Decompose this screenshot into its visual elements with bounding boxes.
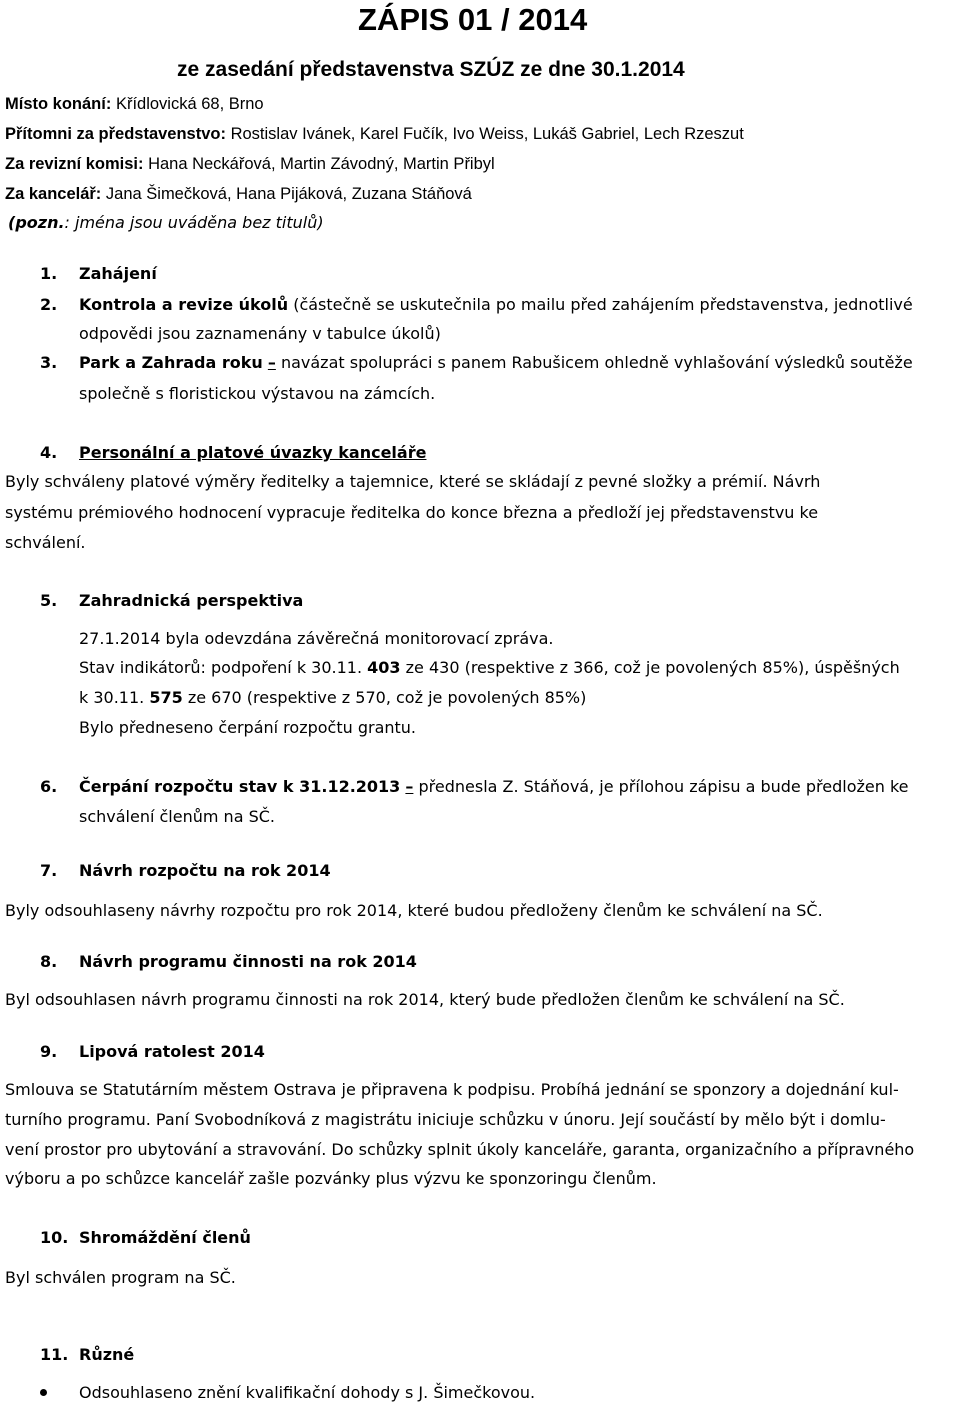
item-3-number: 3. xyxy=(40,353,58,372)
item-5-line-1 xyxy=(79,629,553,649)
meeting-place-label: Místo konání: xyxy=(5,95,112,113)
item-5-supported-count: 403 xyxy=(367,658,401,677)
item-7-title: Návrh rozpočtu na rok 2014 xyxy=(79,861,331,880)
item-11-title: Různé xyxy=(79,1345,135,1364)
office-members: Jana Šimečková, Hana Pijáková, Zuzana Stáňová xyxy=(105,185,472,203)
office-line xyxy=(5,184,472,204)
item-8-number: 8. xyxy=(40,952,58,971)
item-4-para-line-3: schválení. xyxy=(5,533,86,552)
names-note xyxy=(8,213,324,233)
board-present-label: Přítomni za představenstvo: xyxy=(5,125,226,143)
item-2-line-1 xyxy=(79,295,913,315)
document-title: ZÁPIS 01 / 2014 xyxy=(358,2,588,37)
names-note-text: : jména jsou uváděna bez titulů) xyxy=(64,213,324,232)
meeting-place-line xyxy=(5,94,264,114)
board-present: Rostislav Ivánek, Karel Fučík, Ivo Weiss, Lukáš Gabriel, Lech Rzeszut xyxy=(230,125,744,143)
item-3-title: Park a Zahrada roku xyxy=(79,353,263,372)
item-8-title: Návrh programu činnosti na rok 2014 xyxy=(79,952,417,971)
meeting-place: Křídlovická 68, Brno xyxy=(115,95,264,113)
item-9-para-line-3: vení prostor pro ubytování a stravování. Do schůzky splnit úkoly kanceláře, garanta, organizačního a přípravného xyxy=(5,1140,915,1159)
item-9-para-line-4: výboru a po schůzce kancelář zašle pozvánky plus výzvu ke sponzoringu členům. xyxy=(5,1169,657,1188)
audit-committee: Hana Neckářová, Martin Závodný, Martin Přibyl xyxy=(148,155,495,173)
item-9-para-line-1: Smlouva se Statutárním městem Ostrava je připravena k podpisu. Probíhá jednání se sponzory a dojednání kul- xyxy=(5,1080,899,1099)
item-10-para: Byl schválen program na SČ. xyxy=(5,1268,236,1287)
item-10-title: Shromáždění členů xyxy=(79,1228,251,1247)
board-present-line xyxy=(5,124,744,144)
item-5-success-count: 575 xyxy=(149,688,183,707)
document-subtitle: ze zasedání představenstva SZÚZ ze dne 30.1.2014 xyxy=(177,58,685,81)
item-4-para-line-1: Byly schváleny platové výměry ředitelky a tajemnice, které se skládají z pevné složky a prémií. Návrh xyxy=(5,472,821,491)
item-2-line-2: odpovědi jsou zaznamenány v tabulce úkolů) xyxy=(79,324,441,343)
item-2-title: Kontrola a revize úkolů xyxy=(79,295,289,314)
item-4-para-line-2: systému prémiového hodnocení vypracuje ředitelka do konce března a předloží jej představenstvu ke xyxy=(5,503,819,522)
item-10-number: 10. xyxy=(40,1228,69,1247)
item-2-text: (částečně se uskutečnila po mailu před zahájením představenstva, jednotlivé xyxy=(288,295,913,314)
audit-committee-line xyxy=(5,154,495,174)
audit-committee-label: Za revizní komisi: xyxy=(5,155,144,173)
item-5-success-text: k 30.11. xyxy=(79,688,150,707)
item-5-line-3 xyxy=(79,688,586,708)
item-3-dash: – xyxy=(267,353,276,372)
item-3-line-2: společně s floristickou výstavou na zámcích. xyxy=(79,384,436,403)
item-8-para: Byl odsouhlasen návrh programu činnosti na rok 2014, který bude předložen členům ke schválení na SČ. xyxy=(5,990,845,1009)
item-1-title: Zahájení xyxy=(79,264,157,283)
item-5-line-2 xyxy=(79,658,900,678)
item-9-para-line-2: turního programu. Paní Svobodníková z magistrátu iniciuje schůzku v únoru. Její součástí by mělo být i domlu- xyxy=(5,1110,886,1129)
item-6-line-1 xyxy=(79,777,908,797)
item-5-line-4: Bylo předneseno čerpání rozpočtu grantu. xyxy=(79,718,417,737)
item-1-number: 1. xyxy=(40,264,58,283)
item-6-number: 6. xyxy=(40,777,58,796)
item-3-line-1 xyxy=(79,353,913,373)
item-2-number: 2. xyxy=(40,295,58,314)
names-note-label: (pozn. xyxy=(8,213,65,232)
item-5-date-text: 27.1.2014 byla odevzdána xyxy=(79,629,298,648)
item-5-report-name: závěrečná monitorovací zpráva. xyxy=(297,629,554,648)
item-5-indicators-rest: ze 430 (respektive z 366, což je povolených 85%), úspěšných xyxy=(400,658,900,677)
item-5-indicators-text: Stav indikátorů: podpoření k 30.11. xyxy=(79,658,368,677)
item-6-dash: – xyxy=(405,777,414,796)
bullet-icon xyxy=(40,1389,47,1396)
item-11-bullet-1: Odsouhlaseno znění kvalifikační dohody s J. Šimečkovou. xyxy=(79,1383,536,1402)
item-5-title: Zahradnická perspektiva xyxy=(79,591,304,610)
item-5-success-rest: ze 670 (respektive z 570, což je povolených 85%) xyxy=(182,688,587,707)
item-5-number: 5. xyxy=(40,591,58,610)
item-6-text: přednesla Z. Stáňová, je přílohou zápisu a bude předložen ke xyxy=(413,777,909,796)
item-9-title: Lipová ratolest 2014 xyxy=(79,1042,265,1061)
item-6-title: Čerpání rozpočtu stav k 31.12.2013 xyxy=(79,777,401,796)
item-9-number: 9. xyxy=(40,1042,58,1061)
item-4-title: Personální a platové úvazky kanceláře xyxy=(79,443,427,462)
item-6-line-2: schválení členům na SČ. xyxy=(79,807,275,826)
item-7-number: 7. xyxy=(40,861,58,880)
item-4-number: 4. xyxy=(40,443,58,462)
item-11-number: 11. xyxy=(40,1345,69,1364)
office-label: Za kancelář: xyxy=(5,185,102,203)
item-7-para: Byly odsouhlaseny návrhy rozpočtu pro rok 2014, které budou předloženy členům ke schválení na SČ. xyxy=(5,901,823,920)
item-3-text: navázat spolupráci s panem Rabušicem ohledně vyhlašování výsledků soutěže xyxy=(275,353,913,372)
